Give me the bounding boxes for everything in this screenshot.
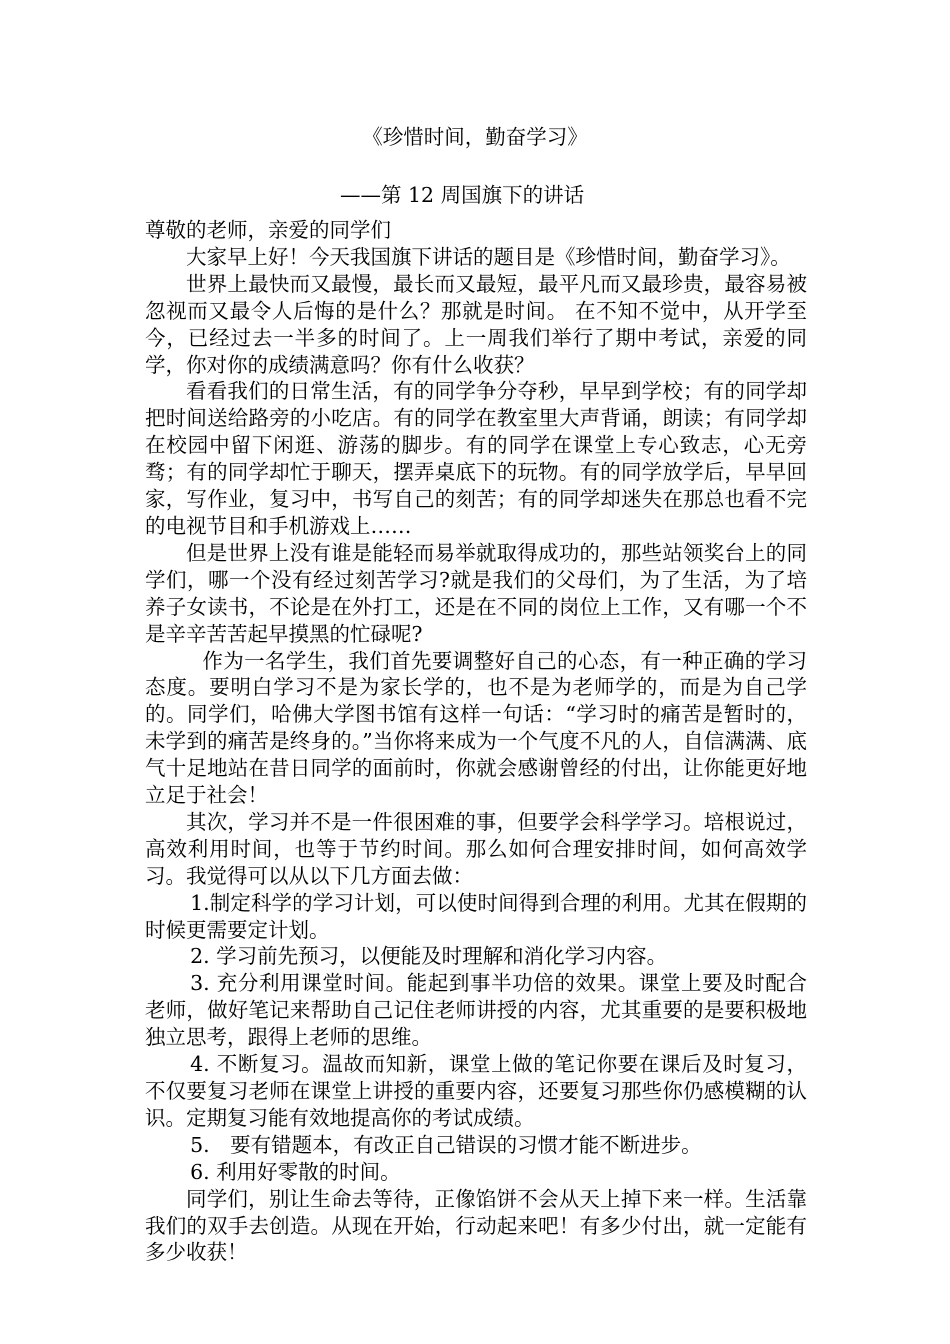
list-item: 1.制定科学的学习计划，可以使时间得到合理的利用。尤其在假期的时候更需要定计划。 (145, 890, 807, 942)
list-item: 3. 充分利用课堂时间。能起到事半功倍的效果。课堂上要及时配合老师，做好笔记来帮助自己记住老师讲授的内容，尤其重要的是要积极地独立思考，跟得上老师的思维。 (145, 971, 807, 1050)
list-item: 2. 学习前先预习，以便能及时理解和消化学习内容。 (190, 944, 668, 969)
speech-title: 《珍惜时间，勤奋学习》 (362, 125, 588, 149)
salutation: 尊敬的老师，亲爱的同学们 (145, 218, 391, 242)
list-item: 6. 利用好零散的时间。 (190, 1159, 401, 1184)
paragraph-attitude: 作为一名学生，我们首先要调整好自己的心态，有一种正确的学习态度。要明白学习不是为家长学的，也不是为老师学的，而是为自己学的。同学们，哈佛大学图书馆有这样一句话：“学习时的痛苦是暂时的，未学到的痛苦是终身的。”当你将来成为一个气度不凡的人，自信满满、底气十足地站在昔日同学的面前时，你就会感谢曾经的付出，让你能更好地立足于社会！ (145, 648, 807, 808)
paragraph-daily-life: 看看我们的日常生活，有的同学争分夺秒，早早到学校；有的同学却把时间送给路旁的小吃店。有的同学在教室里大声背诵，朗读；有同学却在校园中留下闲逛、游荡的脚步。有的同学在课堂上专心致志，心无旁骛；有的同学却忙于聊天，摆弄桌底下的玩物。有的同学放学后，早早回家，写作业，复习中，书写自己的刻苦；有的同学却迷失在那总也看不完的电视节目和手机游戏上…… (145, 379, 807, 538)
paragraph-method: 其次，学习并不是一件很困难的事，但要学会科学学习。培根说过，高效利用时间，也等于节约时间。那么如何合理安排时间，如何高效学习。我觉得可以从以下几方面去做： (145, 809, 807, 888)
paragraph-closing: 同学们，别让生命去等待，正像馅饼不会从天上掉下来一样。生活靠我们的双手去创造。从现在开始，行动起来吧！有多少付出，就一定能有多少收获！ (145, 1186, 807, 1265)
list-item: 4. 不断复习。温故而知新，课堂上做的笔记你要在课后及时复习，不仅要复习老师在课堂上讲授的重要内容，还要复习那些你仍感模糊的认识。定期复习能有效地提高你的考试成绩。 (145, 1052, 807, 1130)
paragraph-time: 世界上最快而又最慢，最长而又最短，最平凡而又最珍贵，最容易被忽视而又最令人后悔的是什么？那就是时间。 在不知不觉中，从开学至今，已经过去一半多的时间了。上一周我们举行了期中考试，亲爱的同学，你对你的成绩满意吗？你有什么收获？ (145, 271, 807, 377)
paragraph-success: 但是世界上没有谁是能轻而易举就取得成功的，那些站领奖台上的同学们，哪一个没有经过刻苦学习?就是我们的父母们，为了生活，为了培养子女读书，不论是在外打工，还是在不同的岗位上工作，又有哪一个不是辛辛苦苦起早摸黑的忙碌呢? (145, 540, 807, 646)
speech-body (145, 217, 807, 1266)
list-item: 5. 要有错题本，有改正自己错误的习惯才能不断进步。 (190, 1132, 702, 1157)
speech-subtitle: ——第 12 周国旗下的讲话 (340, 183, 585, 207)
paragraph-greeting: 大家早上好！今天我国旗下讲话的题目是《珍惜时间，勤奋学习》。 (186, 244, 791, 269)
